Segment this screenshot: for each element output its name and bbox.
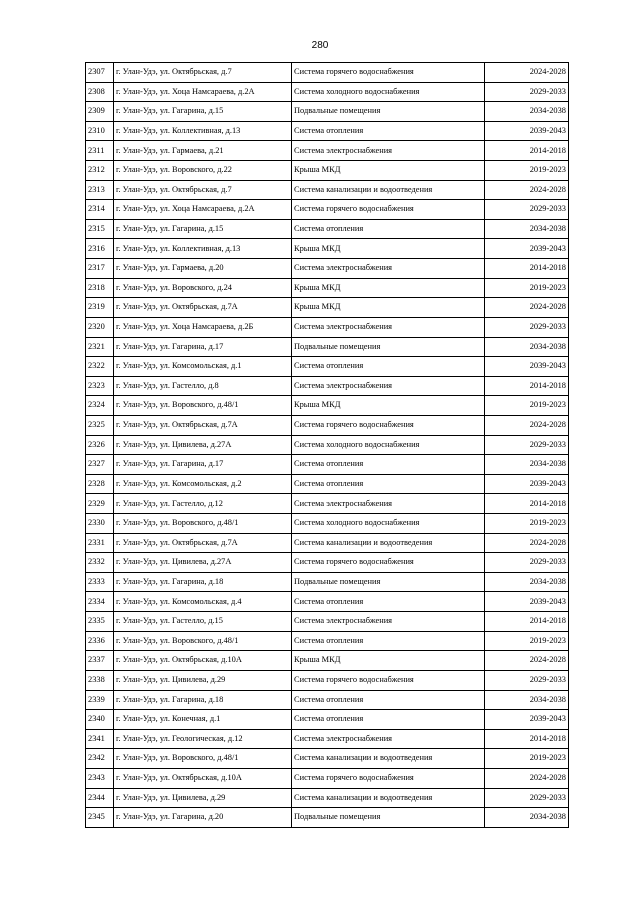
row-number-cell: 2345 bbox=[86, 808, 114, 828]
row-number-cell: 2344 bbox=[86, 788, 114, 808]
row-number-cell: 2319 bbox=[86, 298, 114, 318]
table-row bbox=[86, 729, 569, 749]
system-cell: Крыша МКД bbox=[292, 161, 485, 181]
period-cell: 2024-2028 bbox=[485, 180, 569, 200]
system-cell: Подвальные помещения bbox=[292, 102, 485, 122]
period-cell: 2029-2033 bbox=[485, 670, 569, 690]
address-cell: г. Улан-Удэ, ул. Гармаева, д.20 bbox=[114, 259, 292, 279]
row-number-cell: 2309 bbox=[86, 102, 114, 122]
period-cell: 2029-2033 bbox=[485, 788, 569, 808]
system-cell: Система канализации и водоотведения bbox=[292, 788, 485, 808]
row-number-cell: 2324 bbox=[86, 396, 114, 416]
address-cell: г. Улан-Удэ, ул. Воровского, д.22 bbox=[114, 161, 292, 181]
row-number-cell: 2308 bbox=[86, 82, 114, 102]
table-row bbox=[86, 808, 569, 828]
period-cell: 2014-2018 bbox=[485, 141, 569, 161]
system-cell: Система канализации и водоотведения bbox=[292, 533, 485, 553]
address-cell: г. Улан-Удэ, ул. Цивилева, д.27А bbox=[114, 553, 292, 573]
period-cell: 2019-2023 bbox=[485, 631, 569, 651]
system-cell: Система отопления bbox=[292, 690, 485, 710]
table-row bbox=[86, 690, 569, 710]
row-number-cell: 2333 bbox=[86, 572, 114, 592]
row-number-cell: 2340 bbox=[86, 710, 114, 730]
table-row bbox=[86, 455, 569, 475]
row-number-cell: 2337 bbox=[86, 651, 114, 671]
table-row bbox=[86, 239, 569, 259]
table-row bbox=[86, 161, 569, 181]
table-row bbox=[86, 612, 569, 632]
period-cell: 2034-2038 bbox=[485, 102, 569, 122]
row-number-cell: 2311 bbox=[86, 141, 114, 161]
system-cell: Крыша МКД bbox=[292, 298, 485, 318]
row-number-cell: 2341 bbox=[86, 729, 114, 749]
address-cell: г. Улан-Удэ, ул. Октябрьская, д.7А bbox=[114, 415, 292, 435]
system-cell: Система отопления bbox=[292, 710, 485, 730]
address-cell: г. Улан-Удэ, ул. Воровского, д.48/1 bbox=[114, 631, 292, 651]
address-cell: г. Улан-Удэ, ул. Гармаева, д.21 bbox=[114, 141, 292, 161]
address-cell: г. Улан-Удэ, ул. Хоца Намсараева, д.2Б bbox=[114, 317, 292, 337]
period-cell: 2039-2043 bbox=[485, 239, 569, 259]
address-cell: г. Улан-Удэ, ул. Воровского, д.48/1 bbox=[114, 396, 292, 416]
row-number-cell: 2325 bbox=[86, 415, 114, 435]
system-cell: Крыша МКД bbox=[292, 278, 485, 298]
address-cell: г. Улан-Удэ, ул. Октябрьская, д.7А bbox=[114, 533, 292, 553]
repair-schedule-table bbox=[85, 62, 569, 828]
row-number-cell: 2342 bbox=[86, 749, 114, 769]
address-cell: г. Улан-Удэ, ул. Гагарина, д.18 bbox=[114, 572, 292, 592]
address-cell: г. Улан-Удэ, ул. Гастелло, д.12 bbox=[114, 494, 292, 514]
address-cell: г. Улан-Удэ, ул. Хоца Намсараева, д.2А bbox=[114, 82, 292, 102]
system-cell: Система электроснабжения bbox=[292, 729, 485, 749]
system-cell: Система горячего водоснабжения bbox=[292, 670, 485, 690]
address-cell: г. Улан-Удэ, ул. Гастелло, д.15 bbox=[114, 612, 292, 632]
table-row bbox=[86, 494, 569, 514]
address-cell: г. Улан-Удэ, ул. Гагарина, д.15 bbox=[114, 219, 292, 239]
period-cell: 2014-2018 bbox=[485, 494, 569, 514]
period-cell: 2039-2043 bbox=[485, 592, 569, 612]
table-row bbox=[86, 651, 569, 671]
period-cell: 2024-2028 bbox=[485, 415, 569, 435]
row-number-cell: 2330 bbox=[86, 514, 114, 534]
address-cell: г. Улан-Удэ, ул. Цивилева, д.29 bbox=[114, 670, 292, 690]
table-row bbox=[86, 435, 569, 455]
row-number-cell: 2320 bbox=[86, 317, 114, 337]
row-number-cell: 2322 bbox=[86, 357, 114, 377]
row-number-cell: 2307 bbox=[86, 63, 114, 83]
system-cell: Система горячего водоснабжения bbox=[292, 415, 485, 435]
system-cell: Система горячего водоснабжения bbox=[292, 63, 485, 83]
system-cell: Система отопления bbox=[292, 592, 485, 612]
period-cell: 2034-2038 bbox=[485, 808, 569, 828]
address-cell: г. Улан-Удэ, ул. Цивилева, д.29 bbox=[114, 788, 292, 808]
row-number-cell: 2329 bbox=[86, 494, 114, 514]
address-cell: г. Улан-Удэ, ул. Комсомольская, д.1 bbox=[114, 357, 292, 377]
table-row bbox=[86, 82, 569, 102]
system-cell: Система электроснабжения bbox=[292, 494, 485, 514]
row-number-cell: 2312 bbox=[86, 161, 114, 181]
address-cell: г. Улан-Удэ, ул. Гагарина, д.20 bbox=[114, 808, 292, 828]
table-row bbox=[86, 357, 569, 377]
table-row bbox=[86, 376, 569, 396]
address-cell: г. Улан-Удэ, ул. Комсомольская, д.2 bbox=[114, 474, 292, 494]
table-row bbox=[86, 788, 569, 808]
system-cell: Система горячего водоснабжения bbox=[292, 200, 485, 220]
period-cell: 2034-2038 bbox=[485, 455, 569, 475]
table-row bbox=[86, 631, 569, 651]
row-number-cell: 2313 bbox=[86, 180, 114, 200]
system-cell: Крыша МКД bbox=[292, 396, 485, 416]
table-row bbox=[86, 337, 569, 357]
system-cell: Система электроснабжения bbox=[292, 259, 485, 279]
table-row bbox=[86, 278, 569, 298]
row-number-cell: 2310 bbox=[86, 121, 114, 141]
period-cell: 2014-2018 bbox=[485, 376, 569, 396]
system-cell: Подвальные помещения bbox=[292, 808, 485, 828]
period-cell: 2039-2043 bbox=[485, 710, 569, 730]
table-row bbox=[86, 396, 569, 416]
table-row bbox=[86, 710, 569, 730]
system-cell: Крыша МКД bbox=[292, 239, 485, 259]
period-cell: 2029-2033 bbox=[485, 317, 569, 337]
address-cell: г. Улан-Удэ, ул. Воровского, д.24 bbox=[114, 278, 292, 298]
table-row bbox=[86, 514, 569, 534]
period-cell: 2039-2043 bbox=[485, 474, 569, 494]
table-row bbox=[86, 415, 569, 435]
period-cell: 2019-2023 bbox=[485, 396, 569, 416]
row-number-cell: 2317 bbox=[86, 259, 114, 279]
row-number-cell: 2328 bbox=[86, 474, 114, 494]
row-number-cell: 2315 bbox=[86, 219, 114, 239]
table-body bbox=[86, 63, 569, 828]
system-cell: Подвальные помещения bbox=[292, 337, 485, 357]
period-cell: 2029-2033 bbox=[485, 82, 569, 102]
system-cell: Система холодного водоснабжения bbox=[292, 82, 485, 102]
system-cell: Система канализации и водоотведения bbox=[292, 749, 485, 769]
address-cell: г. Улан-Удэ, ул. Конечная, д.1 bbox=[114, 710, 292, 730]
row-number-cell: 2326 bbox=[86, 435, 114, 455]
table-row bbox=[86, 219, 569, 239]
period-cell: 2019-2023 bbox=[485, 514, 569, 534]
table-row bbox=[86, 670, 569, 690]
row-number-cell: 2323 bbox=[86, 376, 114, 396]
system-cell: Система горячего водоснабжения bbox=[292, 553, 485, 573]
row-number-cell: 2321 bbox=[86, 337, 114, 357]
period-cell: 2019-2023 bbox=[485, 278, 569, 298]
period-cell: 2039-2043 bbox=[485, 121, 569, 141]
system-cell: Крыша МКД bbox=[292, 651, 485, 671]
address-cell: г. Улан-Удэ, ул. Октябрьская, д.7 bbox=[114, 63, 292, 83]
row-number-cell: 2332 bbox=[86, 553, 114, 573]
table-row bbox=[86, 121, 569, 141]
address-cell: г. Улан-Удэ, ул. Гагарина, д.18 bbox=[114, 690, 292, 710]
table-row bbox=[86, 572, 569, 592]
system-cell: Система отопления bbox=[292, 357, 485, 377]
address-cell: г. Улан-Удэ, ул. Гастелло, д.8 bbox=[114, 376, 292, 396]
table-row bbox=[86, 592, 569, 612]
system-cell: Система электроснабжения bbox=[292, 612, 485, 632]
period-cell: 2019-2023 bbox=[485, 749, 569, 769]
table-row bbox=[86, 200, 569, 220]
address-cell: г. Улан-Удэ, ул. Гагарина, д.15 bbox=[114, 102, 292, 122]
period-cell: 2034-2038 bbox=[485, 219, 569, 239]
row-number-cell: 2316 bbox=[86, 239, 114, 259]
system-cell: Подвальные помещения bbox=[292, 572, 485, 592]
address-cell: г. Улан-Удэ, ул. Коллективная, д.13 bbox=[114, 121, 292, 141]
period-cell: 2019-2023 bbox=[485, 161, 569, 181]
system-cell: Система электроснабжения bbox=[292, 376, 485, 396]
address-cell: г. Улан-Удэ, ул. Геологическая, д.12 bbox=[114, 729, 292, 749]
table-row bbox=[86, 533, 569, 553]
period-cell: 2024-2028 bbox=[485, 63, 569, 83]
period-cell: 2029-2033 bbox=[485, 435, 569, 455]
system-cell: Система горячего водоснабжения bbox=[292, 768, 485, 788]
system-cell: Система холодного водоснабжения bbox=[292, 435, 485, 455]
address-cell: г. Улан-Удэ, ул. Коллективная, д.13 bbox=[114, 239, 292, 259]
row-number-cell: 2339 bbox=[86, 690, 114, 710]
system-cell: Система электроснабжения bbox=[292, 317, 485, 337]
period-cell: 2034-2038 bbox=[485, 337, 569, 357]
row-number-cell: 2338 bbox=[86, 670, 114, 690]
address-cell: г. Улан-Удэ, ул. Гагарина, д.17 bbox=[114, 455, 292, 475]
address-cell: г. Улан-Удэ, ул. Цивилева, д.27А bbox=[114, 435, 292, 455]
row-number-cell: 2314 bbox=[86, 200, 114, 220]
address-cell: г. Улан-Удэ, ул. Воровского, д.48/1 bbox=[114, 514, 292, 534]
row-number-cell: 2331 bbox=[86, 533, 114, 553]
period-cell: 2029-2033 bbox=[485, 200, 569, 220]
table-row bbox=[86, 259, 569, 279]
row-number-cell: 2336 bbox=[86, 631, 114, 651]
period-cell: 2014-2018 bbox=[485, 612, 569, 632]
table-row bbox=[86, 180, 569, 200]
table-row bbox=[86, 298, 569, 318]
system-cell: Система отопления bbox=[292, 219, 485, 239]
period-cell: 2024-2028 bbox=[485, 298, 569, 318]
system-cell: Система отопления bbox=[292, 121, 485, 141]
system-cell: Система холодного водоснабжения bbox=[292, 514, 485, 534]
system-cell: Система отопления bbox=[292, 631, 485, 651]
row-number-cell: 2334 bbox=[86, 592, 114, 612]
period-cell: 2024-2028 bbox=[485, 533, 569, 553]
table-row bbox=[86, 63, 569, 83]
table-row bbox=[86, 749, 569, 769]
table-row bbox=[86, 553, 569, 573]
address-cell: г. Улан-Удэ, ул. Гагарина, д.17 bbox=[114, 337, 292, 357]
table-row bbox=[86, 768, 569, 788]
period-cell: 2024-2028 bbox=[485, 651, 569, 671]
period-cell: 2034-2038 bbox=[485, 572, 569, 592]
table-row bbox=[86, 102, 569, 122]
row-number-cell: 2327 bbox=[86, 455, 114, 475]
address-cell: г. Улан-Удэ, ул. Воровского, д.48/1 bbox=[114, 749, 292, 769]
row-number-cell: 2335 bbox=[86, 612, 114, 632]
row-number-cell: 2343 bbox=[86, 768, 114, 788]
table-row bbox=[86, 317, 569, 337]
table-row bbox=[86, 141, 569, 161]
system-cell: Система канализации и водоотведения bbox=[292, 180, 485, 200]
system-cell: Система отопления bbox=[292, 455, 485, 475]
period-cell: 2014-2018 bbox=[485, 259, 569, 279]
address-cell: г. Улан-Удэ, ул. Хоца Намсараева, д.2А bbox=[114, 200, 292, 220]
period-cell: 2024-2028 bbox=[485, 768, 569, 788]
address-cell: г. Улан-Удэ, ул. Октябрьская, д.10А bbox=[114, 651, 292, 671]
row-number-cell: 2318 bbox=[86, 278, 114, 298]
table-row bbox=[86, 474, 569, 494]
page-number: 280 bbox=[311, 40, 329, 51]
address-cell: г. Улан-Удэ, ул. Октябрьская, д.7А bbox=[114, 298, 292, 318]
system-cell: Система отопления bbox=[292, 474, 485, 494]
period-cell: 2034-2038 bbox=[485, 690, 569, 710]
address-cell: г. Улан-Удэ, ул. Комсомольская, д.4 bbox=[114, 592, 292, 612]
period-cell: 2029-2033 bbox=[485, 553, 569, 573]
period-cell: 2039-2043 bbox=[485, 357, 569, 377]
period-cell: 2014-2018 bbox=[485, 729, 569, 749]
address-cell: г. Улан-Удэ, ул. Октябрьская, д.10А bbox=[114, 768, 292, 788]
address-cell: г. Улан-Удэ, ул. Октябрьская, д.7 bbox=[114, 180, 292, 200]
system-cell: Система электроснабжения bbox=[292, 141, 485, 161]
